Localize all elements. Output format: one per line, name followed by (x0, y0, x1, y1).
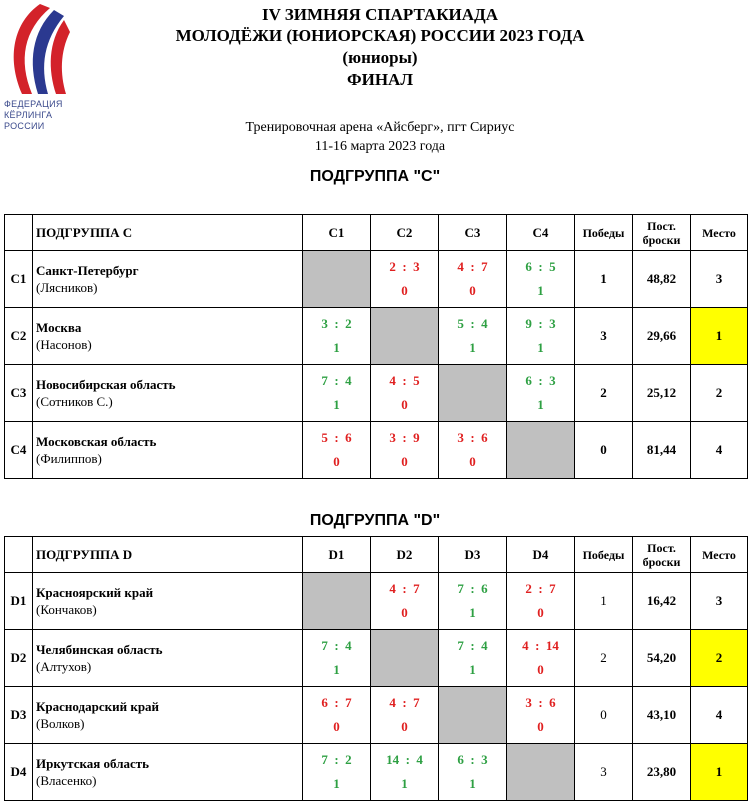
self-match-cell (439, 687, 507, 744)
group-d-heading: ПОДГРУППА "D" (309, 512, 441, 529)
score-line (303, 637, 370, 655)
header-group-name: ПОДГРУППА C (33, 215, 303, 251)
self-match-cell (371, 630, 439, 687)
team-skip: (Алтухов) (36, 659, 92, 674)
draw-shots-value: 29,66 (633, 308, 691, 365)
table-row (5, 573, 748, 630)
team-name: Москва (36, 320, 82, 335)
header-col-c3: C3 (439, 215, 507, 251)
team-cell (33, 365, 303, 422)
score-separator: : (399, 752, 417, 767)
score-separator: : (395, 695, 414, 710)
match-score-cell (371, 365, 439, 422)
score-own: 9 (525, 316, 532, 331)
score-separator: : (528, 638, 546, 653)
match-points: 0 (401, 719, 408, 734)
header-place: Место (691, 215, 748, 251)
score-opponent: 3 (413, 259, 420, 274)
match-score-cell (371, 251, 439, 308)
score-line (507, 637, 574, 655)
table-row (5, 365, 748, 422)
team-cell (33, 744, 303, 801)
self-match-cell (507, 744, 575, 801)
wins-value: 3 (575, 308, 633, 365)
team-skip: (Власенко) (36, 773, 97, 788)
place-value: 3 (691, 251, 748, 308)
score-separator: : (327, 316, 346, 331)
score-own: 7 (321, 373, 328, 388)
header-draw-shots (633, 537, 691, 573)
match-points: 1 (469, 340, 476, 355)
score-opponent: 7 (549, 581, 556, 596)
draw-shots-value: 43,10 (633, 687, 691, 744)
header-row (5, 215, 748, 251)
header-draw-line2: броски (642, 232, 681, 247)
match-score-cell (371, 687, 439, 744)
score-line (303, 694, 370, 712)
match-points: 0 (401, 283, 408, 298)
self-match-cell (303, 251, 371, 308)
score-own: 7 (457, 581, 464, 596)
score-opponent: 2 (345, 316, 352, 331)
wins-value: 1 (575, 251, 633, 308)
score-line (507, 315, 574, 333)
place-value: 1 (691, 308, 748, 365)
score-line (507, 372, 574, 390)
match-score-cell (507, 630, 575, 687)
logo-text-line3: РОССИИ (4, 121, 45, 131)
team-cell (33, 630, 303, 687)
score-own: 4 (522, 638, 529, 653)
score-own: 7 (321, 638, 328, 653)
group-d-table (4, 536, 748, 801)
title-line3: (юниоры) (342, 48, 418, 67)
header-corner-cell (5, 215, 33, 251)
score-separator: : (531, 373, 550, 388)
score-own: 7 (457, 638, 464, 653)
header-draw-line1: Пост. (647, 540, 676, 555)
team-code: C4 (5, 422, 33, 479)
team-code: D2 (5, 630, 33, 687)
match-points: 0 (333, 454, 340, 469)
score-line (507, 580, 574, 598)
table-row (5, 744, 748, 801)
score-own: 2 (525, 581, 532, 596)
score-opponent: 4 (345, 638, 352, 653)
match-points: 0 (537, 719, 544, 734)
score-opponent: 7 (413, 695, 420, 710)
team-cell (33, 251, 303, 308)
score-opponent: 6 (549, 695, 556, 710)
score-own: 3 (457, 430, 464, 445)
team-skip: (Лясников) (36, 280, 98, 295)
match-points: 1 (537, 283, 544, 298)
header-col-c1: C1 (303, 215, 371, 251)
match-score-cell (303, 744, 371, 801)
match-score-cell (507, 308, 575, 365)
score-line (439, 580, 506, 598)
table-row (5, 687, 748, 744)
self-match-cell (507, 422, 575, 479)
match-points: 0 (537, 605, 544, 620)
score-own: 4 (389, 695, 396, 710)
match-score-cell (439, 422, 507, 479)
score-own: 7 (321, 752, 328, 767)
score-line (439, 637, 506, 655)
wins-value: 1 (575, 573, 633, 630)
score-separator: : (463, 316, 482, 331)
score-separator: : (395, 581, 414, 596)
wins-value: 3 (575, 744, 633, 801)
team-cell (33, 308, 303, 365)
score-own: 6 (525, 259, 532, 274)
score-separator: : (463, 638, 482, 653)
score-separator: : (463, 430, 482, 445)
match-score-cell (371, 744, 439, 801)
score-opponent: 4 (345, 373, 352, 388)
match-score-cell (303, 687, 371, 744)
match-score-cell (507, 573, 575, 630)
draw-shots-value: 48,82 (633, 251, 691, 308)
match-points: 0 (537, 662, 544, 677)
dates: 11-16 марта 2023 года (314, 139, 446, 154)
team-code: D4 (5, 744, 33, 801)
match-points: 1 (401, 776, 408, 791)
match-points: 1 (333, 662, 340, 677)
score-separator: : (327, 430, 346, 445)
match-score-cell (371, 422, 439, 479)
score-separator: : (463, 259, 482, 274)
score-opponent: 6 (481, 581, 488, 596)
team-cell (33, 687, 303, 744)
header-draw-line1: Пост. (647, 218, 676, 233)
match-points: 0 (469, 283, 476, 298)
team-skip: (Кончаков) (36, 602, 97, 617)
score-opponent: 6 (481, 430, 488, 445)
self-match-cell (303, 573, 371, 630)
match-points: 0 (401, 605, 408, 620)
team-name: Санкт-Петербург (36, 263, 139, 278)
match-score-cell (439, 630, 507, 687)
score-opponent: 7 (481, 259, 488, 274)
score-opponent: 9 (413, 430, 420, 445)
match-points: 0 (469, 454, 476, 469)
venue: Тренировочная арена «Айсберг», пгт Сириус (245, 120, 515, 135)
score-line (303, 751, 370, 769)
score-own: 3 (389, 430, 396, 445)
score-own: 6 (457, 752, 464, 767)
score-separator: : (531, 581, 550, 596)
place-value: 4 (691, 422, 748, 479)
match-points: 1 (469, 662, 476, 677)
score-line (439, 751, 506, 769)
match-score-cell (371, 573, 439, 630)
score-line (439, 429, 506, 447)
match-score-cell (439, 573, 507, 630)
header-col-d4: D4 (507, 537, 575, 573)
team-code: D1 (5, 573, 33, 630)
team-skip: (Сотников С.) (36, 394, 113, 409)
match-points: 1 (537, 340, 544, 355)
place-value: 1 (691, 744, 748, 801)
match-score-cell (507, 251, 575, 308)
header-col-d2: D2 (371, 537, 439, 573)
match-score-cell (303, 630, 371, 687)
curling-federation-emblem-icon (4, 2, 70, 98)
score-line (303, 372, 370, 390)
score-line (371, 372, 438, 390)
score-separator: : (531, 316, 550, 331)
place-value: 2 (691, 365, 748, 422)
match-score-cell (439, 308, 507, 365)
draw-shots-value: 54,20 (633, 630, 691, 687)
score-line (439, 315, 506, 333)
wins-value: 2 (575, 365, 633, 422)
match-points: 0 (333, 719, 340, 734)
score-line (371, 258, 438, 276)
federation-logo (4, 2, 70, 134)
score-opponent: 3 (549, 373, 556, 388)
score-own: 6 (321, 695, 328, 710)
draw-shots-value: 81,44 (633, 422, 691, 479)
match-points: 1 (469, 605, 476, 620)
match-score-cell (303, 365, 371, 422)
header-col-d3: D3 (439, 537, 507, 573)
score-line (507, 258, 574, 276)
score-separator: : (395, 373, 414, 388)
score-line (303, 429, 370, 447)
match-points: 0 (401, 454, 408, 469)
score-own: 5 (457, 316, 464, 331)
table-row (5, 308, 748, 365)
team-code: C2 (5, 308, 33, 365)
score-opponent: 14 (545, 638, 559, 653)
score-separator: : (531, 259, 550, 274)
match-points: 1 (333, 397, 340, 412)
match-score-cell (303, 308, 371, 365)
header-place: Место (691, 537, 748, 573)
score-separator: : (395, 259, 414, 274)
team-skip: (Филиппов) (36, 451, 102, 466)
logo-text-line2: КЁРЛИНГА (4, 110, 53, 120)
score-opponent: 5 (413, 373, 420, 388)
match-points: 0 (401, 397, 408, 412)
wins-value: 0 (575, 422, 633, 479)
header-group-name: ПОДГРУППА D (33, 537, 303, 573)
score-own: 5 (321, 430, 328, 445)
score-line (371, 751, 438, 769)
match-points: 1 (537, 397, 544, 412)
title-line2: МОЛОДЁЖИ (ЮНИОРСКАЯ) РОССИИ 2023 ГОДА (175, 26, 585, 45)
score-line (371, 429, 438, 447)
score-line (371, 580, 438, 598)
header-corner-cell (5, 537, 33, 573)
header-col-d1: D1 (303, 537, 371, 573)
score-line (303, 315, 370, 333)
table-row (5, 630, 748, 687)
team-name: Краснодарский край (36, 699, 160, 714)
score-opponent: 2 (345, 752, 352, 767)
score-separator: : (463, 581, 482, 596)
team-code: C1 (5, 251, 33, 308)
header-wins: Победы (575, 215, 633, 251)
place-value: 3 (691, 573, 748, 630)
score-line (371, 694, 438, 712)
team-cell (33, 422, 303, 479)
score-opponent: 4 (481, 316, 488, 331)
score-separator: : (327, 638, 346, 653)
self-match-cell (371, 308, 439, 365)
score-own: 4 (389, 581, 396, 596)
draw-shots-value: 23,80 (633, 744, 691, 801)
score-own: 2 (389, 259, 396, 274)
score-own: 14 (386, 752, 400, 767)
score-own: 3 (321, 316, 328, 331)
score-line (439, 258, 506, 276)
score-separator: : (463, 752, 482, 767)
match-score-cell (439, 744, 507, 801)
logo-text-line1: ФЕДЕРАЦИЯ (4, 99, 63, 109)
score-opponent: 5 (549, 259, 556, 274)
team-name: Красноярский край (36, 585, 154, 600)
header-draw-line2: броски (642, 554, 681, 569)
score-opponent: 3 (549, 316, 556, 331)
team-code: D3 (5, 687, 33, 744)
match-points: 1 (333, 776, 340, 791)
score-separator: : (327, 752, 346, 767)
team-name: Московская область (36, 434, 157, 449)
team-name: Новосибирская область (36, 377, 176, 392)
score-own: 6 (525, 373, 532, 388)
score-opponent: 7 (345, 695, 352, 710)
place-value: 4 (691, 687, 748, 744)
draw-shots-value: 16,42 (633, 573, 691, 630)
match-score-cell (439, 251, 507, 308)
team-name: Челябинская область (36, 642, 163, 657)
place-value: 2 (691, 630, 748, 687)
header-col-c4: C4 (507, 215, 575, 251)
group-c-heading: ПОДГРУППА "C" (309, 168, 441, 185)
title-line4: ФИНАЛ (347, 70, 413, 89)
group-c-table (4, 214, 748, 479)
header-draw-shots (633, 215, 691, 251)
team-skip: (Насонов) (36, 337, 92, 352)
score-separator: : (327, 695, 346, 710)
header-wins: Победы (575, 537, 633, 573)
title-line1: IV ЗИМНЯЯ СПАРТАКИАДА (261, 5, 499, 24)
score-opponent: 4 (416, 752, 423, 767)
score-separator: : (395, 430, 414, 445)
score-line (507, 694, 574, 712)
team-skip: (Волков) (36, 716, 85, 731)
wins-value: 0 (575, 687, 633, 744)
header-col-c2: C2 (371, 215, 439, 251)
match-score-cell (303, 422, 371, 479)
match-points: 1 (333, 340, 340, 355)
match-points: 1 (469, 776, 476, 791)
score-opponent: 7 (413, 581, 420, 596)
score-own: 3 (525, 695, 532, 710)
score-opponent: 4 (481, 638, 488, 653)
draw-shots-value: 25,12 (633, 365, 691, 422)
team-code: C3 (5, 365, 33, 422)
team-cell (33, 573, 303, 630)
score-separator: : (327, 373, 346, 388)
score-opponent: 3 (481, 752, 488, 767)
score-opponent: 6 (345, 430, 352, 445)
match-score-cell (507, 687, 575, 744)
score-own: 4 (389, 373, 396, 388)
team-name: Иркутская область (36, 756, 150, 771)
score-own: 4 (457, 259, 464, 274)
header-row (5, 537, 748, 573)
match-score-cell (507, 365, 575, 422)
table-row (5, 251, 748, 308)
self-match-cell (439, 365, 507, 422)
score-separator: : (531, 695, 550, 710)
table-row (5, 422, 748, 479)
wins-value: 2 (575, 630, 633, 687)
